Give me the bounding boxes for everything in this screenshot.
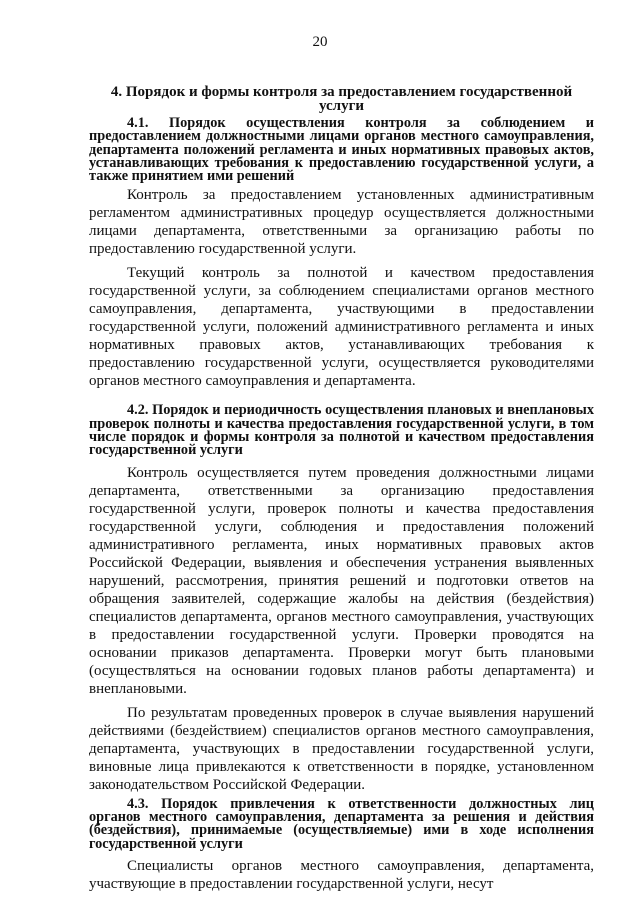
paragraph: Контроль осуществляется путем проведения должностными лицами департамента, ответственными за организацию предоставления государственной услуги, проверок полноты и качества предоставления государственной услуги, соблюдения и предоставления положений административного регламента, иных нормативных правовых актов Российской Федерации, выявления и обеспечения устранения выявленных нарушений, рассмотрения, принятия решений и подготовки ответов на обращения заявителей, содержащие жалобы на действия (бездействия) специалистов департамента, органов местного самоуправления, участвующих в предоставлении государственной услуги. Проверки проводятся на основании приказов департамента. Проверки могут быть плановыми (осуществляться на основании годовых планов работы департамента) и внеплановыми. [89, 464, 594, 697]
subsection-heading-4-3: 4.3. Порядок привлечения к ответственности должностных лиц органов местного самоуправления, департамента за решения и действия (бездействия), принимаемые (осуществляемые) ими в ходе исполнения государственной услуги [89, 795, 594, 852]
paragraph: Контроль за предоставлением установленных административным регламентом административных процедур осуществляется должностными лицами департамента, ответственными за организацию работы по предоставлению государственной услуги. [89, 187, 594, 258]
section-heading: 4. Порядок и формы контроля за предоставлением государственной услуги [110, 84, 573, 114]
subsection-heading-4-2: 4.2. Порядок и периодичность осуществления плановых и внеплановых проверок полноты и качества предоставления государственной услуги, в том числе порядок и формы контроля за полнотой и качеством предоставления государственной услуги [89, 402, 594, 459]
subsection-heading-4-1: 4.1. Порядок осуществления контроля за соблюдением и предоставлением должностными лицами органов местного самоуправления, департамента положений регламента и иных нормативных правовых актов, устанавливающих требования к предоставлению государственной услуги, а также принятием ими решений [89, 115, 594, 185]
paragraph: Текущий контроль за полнотой и качеством предоставления государственной услуги, за соблюдением специалистами органов местного самоуправления, департамента, участвующими в предоставлении государственной услуги, положений административного регламента и иных нормативных правовых актов, устанавливающих требования к предоставлению государственной услуги, осуществляется руководителями органов местного самоуправления и департамента. [89, 265, 594, 390]
page-number: 20 [312, 34, 328, 50]
paragraph: По результатам проведенных проверок в случае выявления нарушений действиями (бездействием) специалистов органов местного самоуправления, департамента, участвующих в предоставлении государственной услуги, виновные лица привлекаются к ответственности в порядке, установленном законодательством Российской Федерации. [89, 704, 594, 793]
document-body [89, 85, 594, 893]
paragraph: Специалисты органов местного самоуправления, департамента, участвующие в предоставлении государственной услуги, несут [89, 857, 594, 892]
